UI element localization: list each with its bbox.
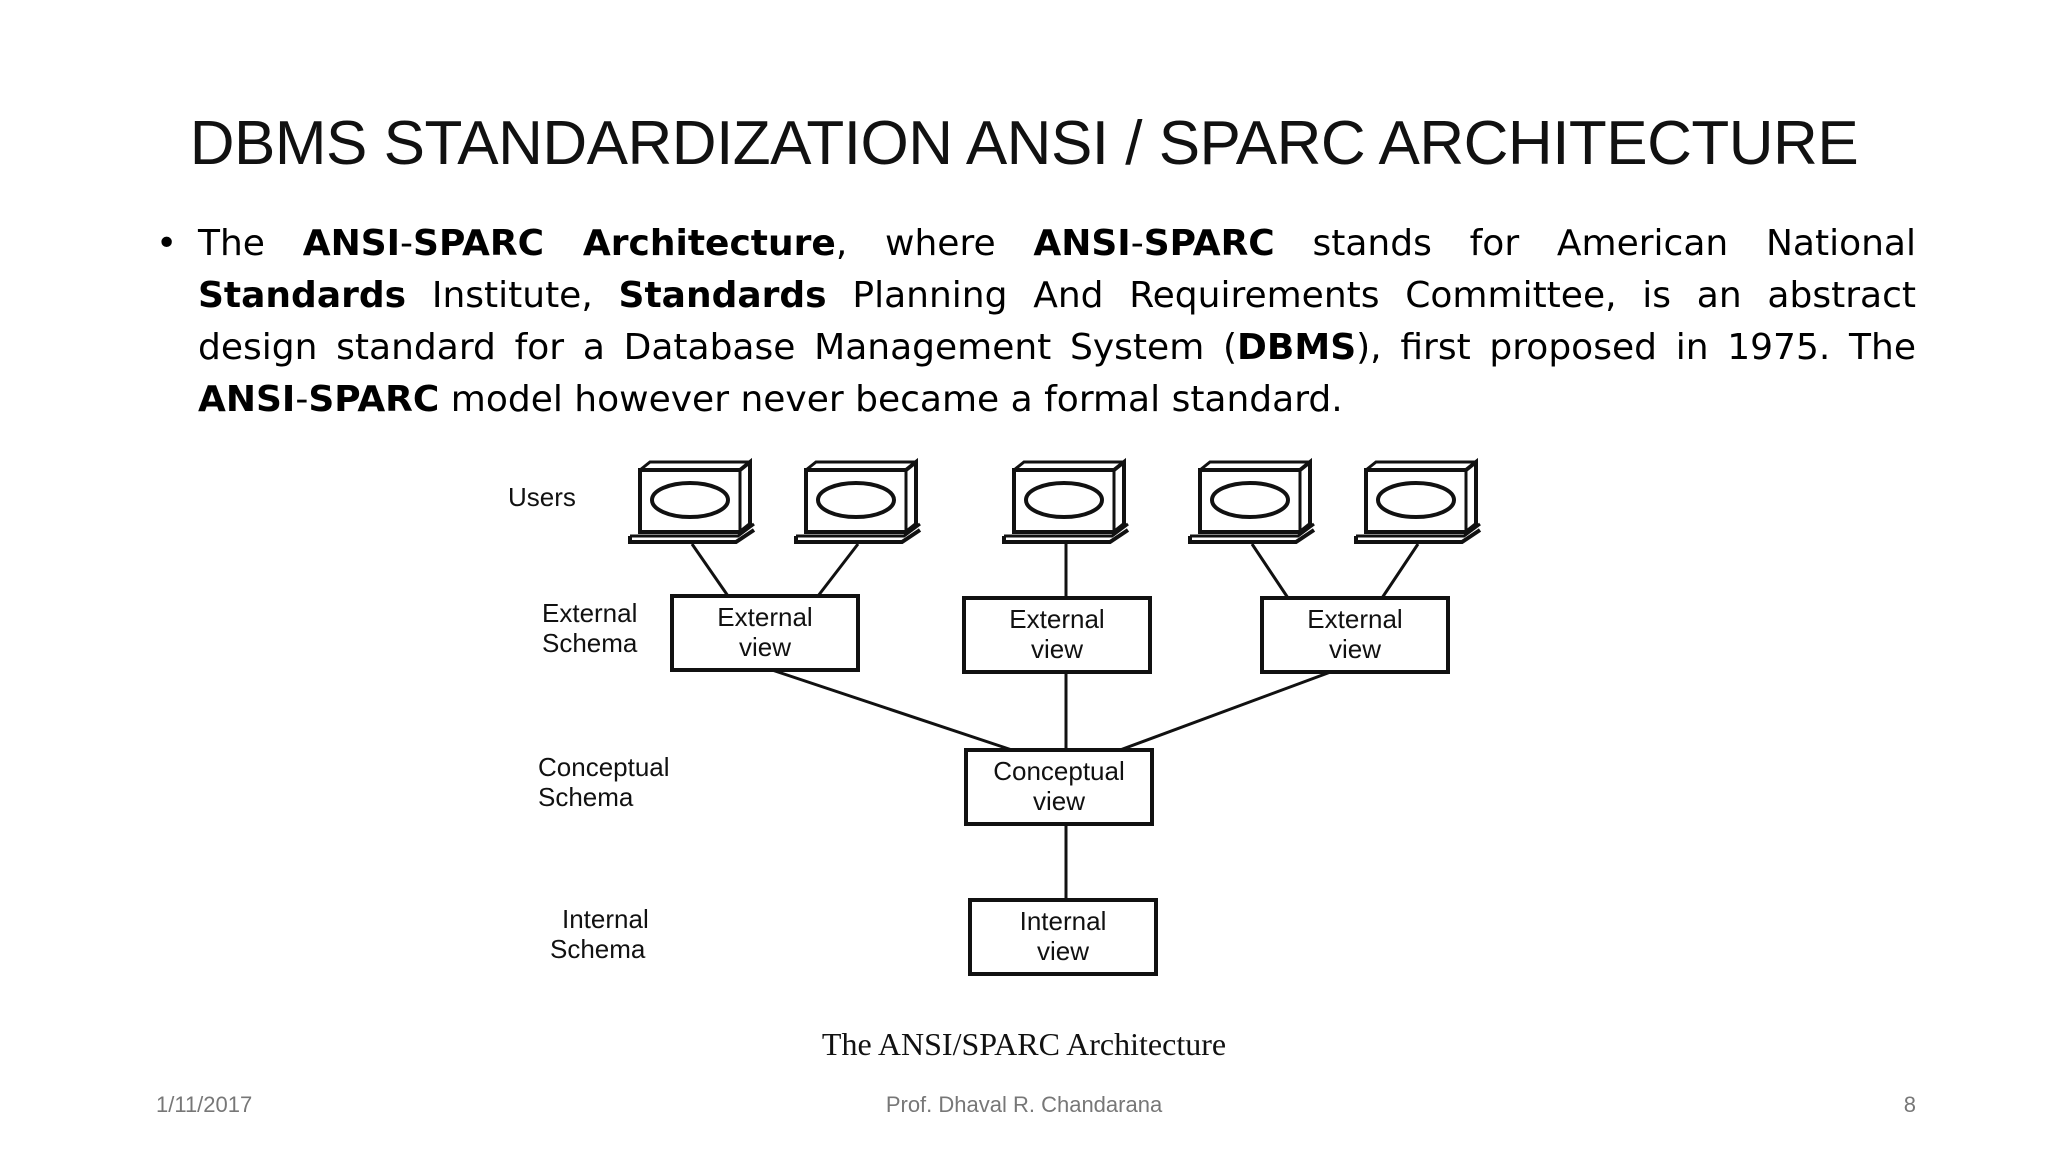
text-run: Planning And Requirements Committee, is an abstract design standard for a Database Management System ( — [198, 275, 1916, 368]
text-run: Institute, — [406, 275, 619, 316]
bold-run: SPARC — [308, 379, 440, 420]
text-run: - — [400, 223, 414, 264]
level-label-internal-2: Schema — [550, 934, 646, 964]
level-label-conceptual-1: Conceptual — [538, 752, 670, 782]
diagram-canvas — [500, 450, 1520, 1010]
bold-run: ANSI — [1033, 223, 1131, 264]
bullet-paragraph — [156, 218, 1916, 426]
external-view-label-1: External — [1307, 604, 1403, 634]
level-label-users: Users — [508, 482, 576, 512]
text-run: , where — [835, 223, 1034, 264]
text-run: model however never became a formal standard. — [439, 379, 1343, 420]
slide-title: DBMS STANDARDIZATION ANSI / SPARC ARCHITECTURE — [189, 109, 1859, 178]
level-label-external-2: Schema — [542, 628, 638, 658]
external-view-label-1: External — [717, 602, 813, 632]
bold-run: DBMS — [1237, 327, 1357, 368]
external-view-label-2: view — [738, 632, 792, 662]
level-label-conceptual-2: Schema — [538, 782, 634, 812]
user-terminal-icon — [1190, 462, 1314, 542]
bold-run: ANSI — [198, 379, 296, 420]
bold-run: ANSI — [302, 223, 401, 264]
external-view-label-2: view — [1328, 634, 1382, 664]
bold-run: Standards — [198, 275, 407, 316]
internal-view-box — [970, 900, 1156, 974]
user-terminal-icon — [796, 462, 920, 542]
external-view-label-1: External — [1009, 604, 1105, 634]
text-run: - — [1130, 223, 1144, 264]
diagram-caption: The ANSI/SPARC Architecture — [821, 1026, 1227, 1062]
user-terminal-icon — [1004, 462, 1128, 542]
text-run: - — [295, 379, 309, 420]
text-run: The — [198, 223, 303, 264]
bold-run: Standards — [618, 275, 827, 316]
internal-view-label-1: Internal — [1019, 906, 1107, 936]
bold-run: SPARC — [1143, 223, 1275, 264]
bullet-text — [198, 218, 1916, 426]
text-run: ), first proposed in 1975. The — [1356, 327, 1917, 368]
footer-page-number: 8 — [1903, 1092, 1916, 1117]
conceptual-view-label-2: view — [1032, 786, 1086, 816]
user-terminal-icon — [1356, 462, 1480, 542]
user-terminal-icon — [630, 462, 754, 542]
footer-date: 1/11/2017 — [156, 1092, 253, 1117]
external-view-box — [964, 598, 1150, 672]
ansi-sparc-diagram — [500, 450, 1520, 1010]
text-run: stands for American National — [1274, 223, 1916, 264]
external-view-label-2: view — [1030, 634, 1084, 664]
conceptual-view-box — [966, 750, 1152, 824]
conceptual-view-label-1: Conceptual — [993, 756, 1125, 786]
external-view-box — [672, 596, 858, 670]
footer-author: Prof. Dhaval R. Chandarana — [885, 1092, 1163, 1117]
level-label-external-1: External — [542, 598, 638, 628]
external-view-box — [1262, 598, 1448, 672]
level-label-internal-1: Internal — [562, 904, 649, 934]
internal-view-label-2: view — [1036, 936, 1090, 966]
bold-run: SPARC Architecture — [413, 223, 836, 264]
bullet-marker: • — [156, 223, 178, 264]
